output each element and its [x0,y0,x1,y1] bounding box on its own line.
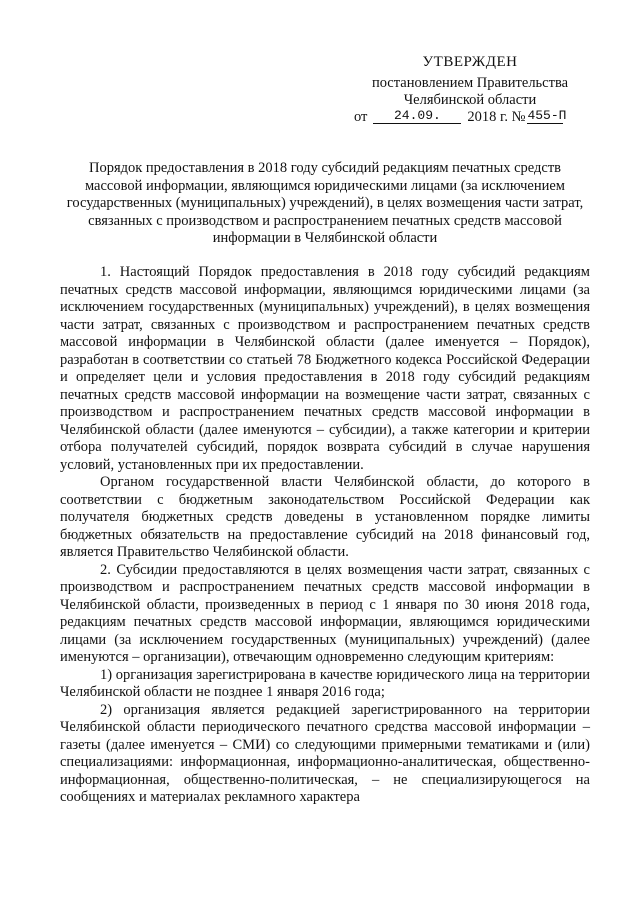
document-title: Порядок предоставления в 2018 году субсидий редакциям печатных средств массовой информации, являющимся юридическими лицами (за исключением государственных (муниципальных) учреждений), в целях возмещения части затрат, связанных с производством и распространением печатных средств массовой информации в Челябинской области [66,160,584,246]
approval-stamp [350,54,590,126]
approval-line-2: Челябинской области [403,92,537,108]
approval-date-line [350,109,590,126]
approval-heading: УТВЕРЖДЕН [422,54,518,70]
date-prefix: от [354,109,368,125]
paragraph-2: Органом государственной власти Челябинской области, до которого в соответствии с бюджетным законодательством Российской Федерации как получателя бюджетных средств доведены в установленном порядке лимиты бюджетных обязательств на предоставление субсидий на 2018 финансовый год, является Правительство Челябинской области. [60,474,590,560]
paragraph-4: 1) организация зарегистрирована в качестве юридического лица на территории Челябинской области не позднее 1 января 2016 года; [60,666,590,700]
paragraph-5: 2) организация является редакцией зарегистрированного на территории Челябинской области периодического печатного средства массовой информации – газеты (далее именуется – СМИ) со следующими примерными тематиками и (или) специализациями: информационная, информационно-аналитическая, общественно-информационная, общественно-политическая, – не специализирующегося на сообщениях и материалах рекламного характера [60,701,590,805]
year-text: 2018 г. № [467,109,526,125]
approval-line-1: постановлением Правительства [371,75,569,91]
document-body [60,264,590,807]
date-field: 24.09. [373,109,461,124]
paragraph-3: 2. Субсидии предоставляются в целях возмещения части затрат, связанных с производством и распространением печатных средств массовой информации в Челябинской области, произведенных в период с 1 января по 30 июня 2018 года, редакциям печатных средств массовой информации, являющимся юридическими лицами (за исключением государственных (муниципальных) учреждений) (далее именуются – организации), отвечающим одновременно следующим критериям: [60,561,590,665]
number-field: 455-П [527,108,567,123]
paragraph-1: 1. Настоящий Порядок предоставления в 2018 году субсидий редакциям печатных средств массовой информации, являющимся юридическими лицами (за исключением государственных (муниципальных) учреждений), в целях возмещения части затрат, связанных с производством и распространением печатных средств массовой информации в Челябинской области (далее именуется – Порядок), разработан в соответствии со статьей 78 Бюджетного кодекса Российской Федерации и определяет цели и условия предоставления в 2018 году субсидий редакциям печатных средств массовой информации на возмещение части затрат, связанных с производством и распространением печатных средств массовой информации в Челябинской области (далее именуются – субсидии), а также категории и критерии отбора получателей субсидий, порядок возврата субсидий в случае нарушения условий, установленных при их предоставлении. [60,264,590,473]
